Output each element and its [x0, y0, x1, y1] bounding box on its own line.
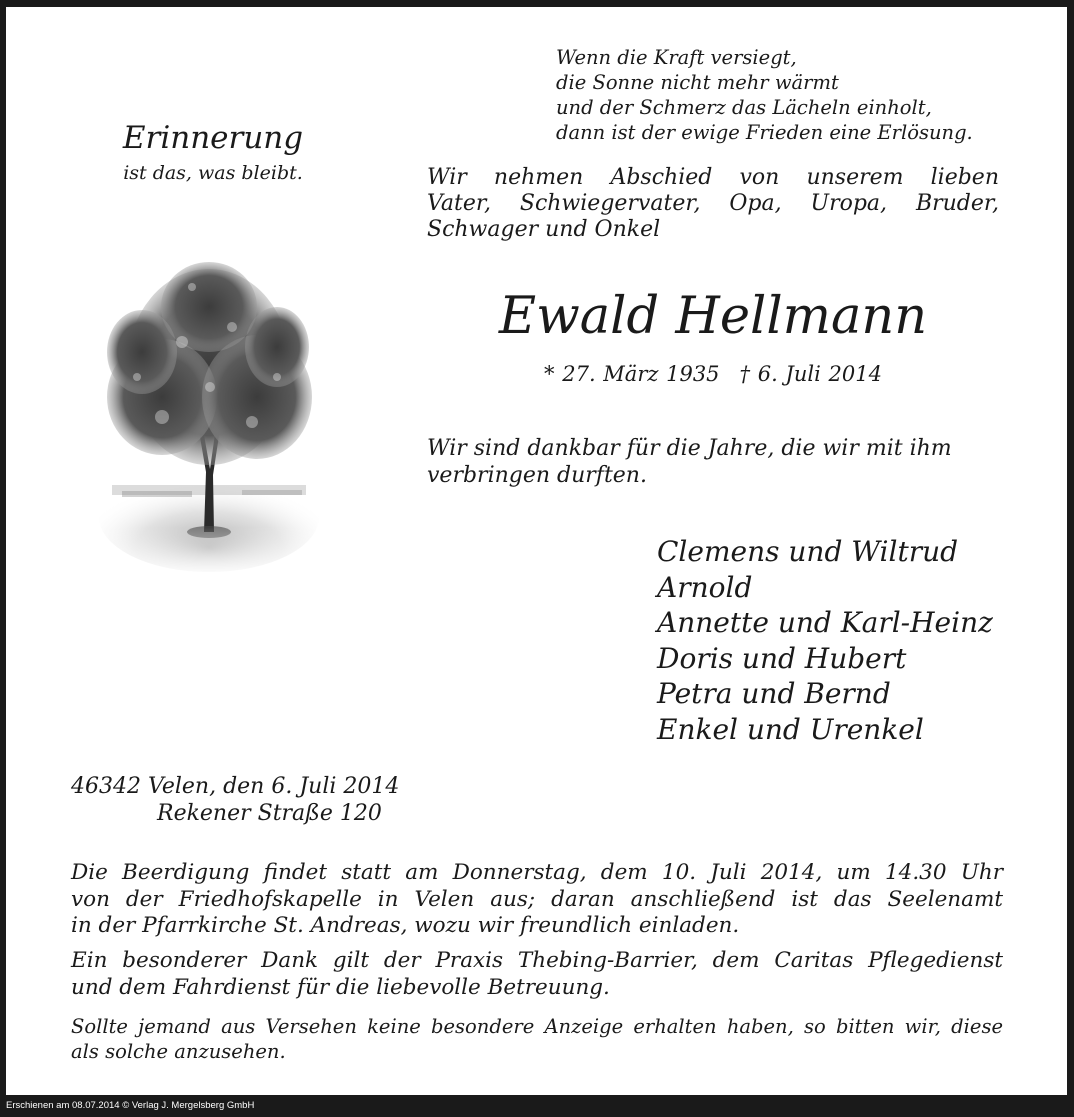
address-block — [71, 773, 399, 827]
poem-line: Wenn die Kraft versiegt, — [556, 46, 797, 69]
family-member: Enkel und Urenkel — [657, 712, 924, 746]
family-member: Annette und Karl-Heinz — [657, 606, 993, 640]
gratitude-line: Ein besonderer Dank gilt der Praxis Thebing-Barrier, dem Caritas Pflegedienst — [71, 948, 1003, 973]
notice-line: Sollte jemand aus Versehen keine besondere Anzeige erhalten haben, so bitten wir, diese — [71, 1015, 1003, 1038]
family-list — [657, 534, 993, 748]
intro-line: Wir nehmen Abschied von unserem lieben — [427, 165, 999, 190]
poem — [556, 45, 973, 145]
funeral-line: von der Friedhofskapelle in Velen aus; daran anschließend ist das Seelenamt — [71, 886, 1003, 912]
family-member: Clemens und Wiltrud — [657, 535, 959, 568]
death-date: † 6. Juli 2014 — [739, 362, 882, 386]
thanks-text — [427, 435, 952, 489]
gratitude-line: und dem Fahrdienst für die liebevolle Betreuung. — [71, 974, 610, 1000]
publication-footer: Erschienen am 08.07.2014 © Verlag J. Mergelsberg GmbH — [6, 1100, 255, 1111]
gratitude-note — [71, 948, 1003, 1001]
farewell-intro — [427, 165, 999, 243]
notice-note — [71, 1014, 1003, 1064]
birth-date: * 27. März 1935 — [544, 362, 720, 386]
thanks-line: verbringen durften. — [427, 463, 647, 488]
deceased-name: Ewald Hellmann — [498, 287, 928, 346]
family-member: Arnold — [657, 570, 753, 604]
thanks-line: Wir sind dankbar für die Jahre, die wir mit ihm — [427, 436, 952, 461]
funeral-line: Die Beerdigung findet statt am Donnerstag, dem 10. Juli 2014, um 14.30 Uhr — [71, 860, 1003, 885]
poem-line: die Sonne nicht mehr wärmt — [556, 71, 839, 94]
street-address: Rekener Straße 120 — [157, 801, 382, 826]
notice-line: als solche anzusehen. — [71, 1040, 286, 1063]
intro-line: Schwager und Onkel — [427, 217, 661, 242]
poem-line: und der Schmerz das Lächeln einholt, — [556, 96, 932, 119]
intro-line: Vater, Schwiegervater, Opa, Uropa, Bruder, — [427, 191, 999, 216]
funeral-line: in der Pfarrkirche St. Andreas, wozu wir freundlich einladen. — [71, 913, 740, 938]
obituary-notice — [6, 7, 1067, 1095]
memory-title: Erinnerung — [122, 120, 304, 156]
city-date: 46342 Velen, den 6. Juli 2014 — [71, 774, 400, 799]
family-member: Doris und Hubert — [657, 641, 907, 675]
tree-in-mist-image — [92, 247, 326, 577]
family-member: Petra und Bernd — [657, 677, 891, 711]
life-dates — [427, 362, 999, 386]
funeral-info — [71, 860, 1003, 940]
memory-subtitle: ist das, was bleibt. — [123, 162, 303, 184]
poem-line: dann ist der ewige Frieden eine Erlösung. — [556, 121, 973, 144]
